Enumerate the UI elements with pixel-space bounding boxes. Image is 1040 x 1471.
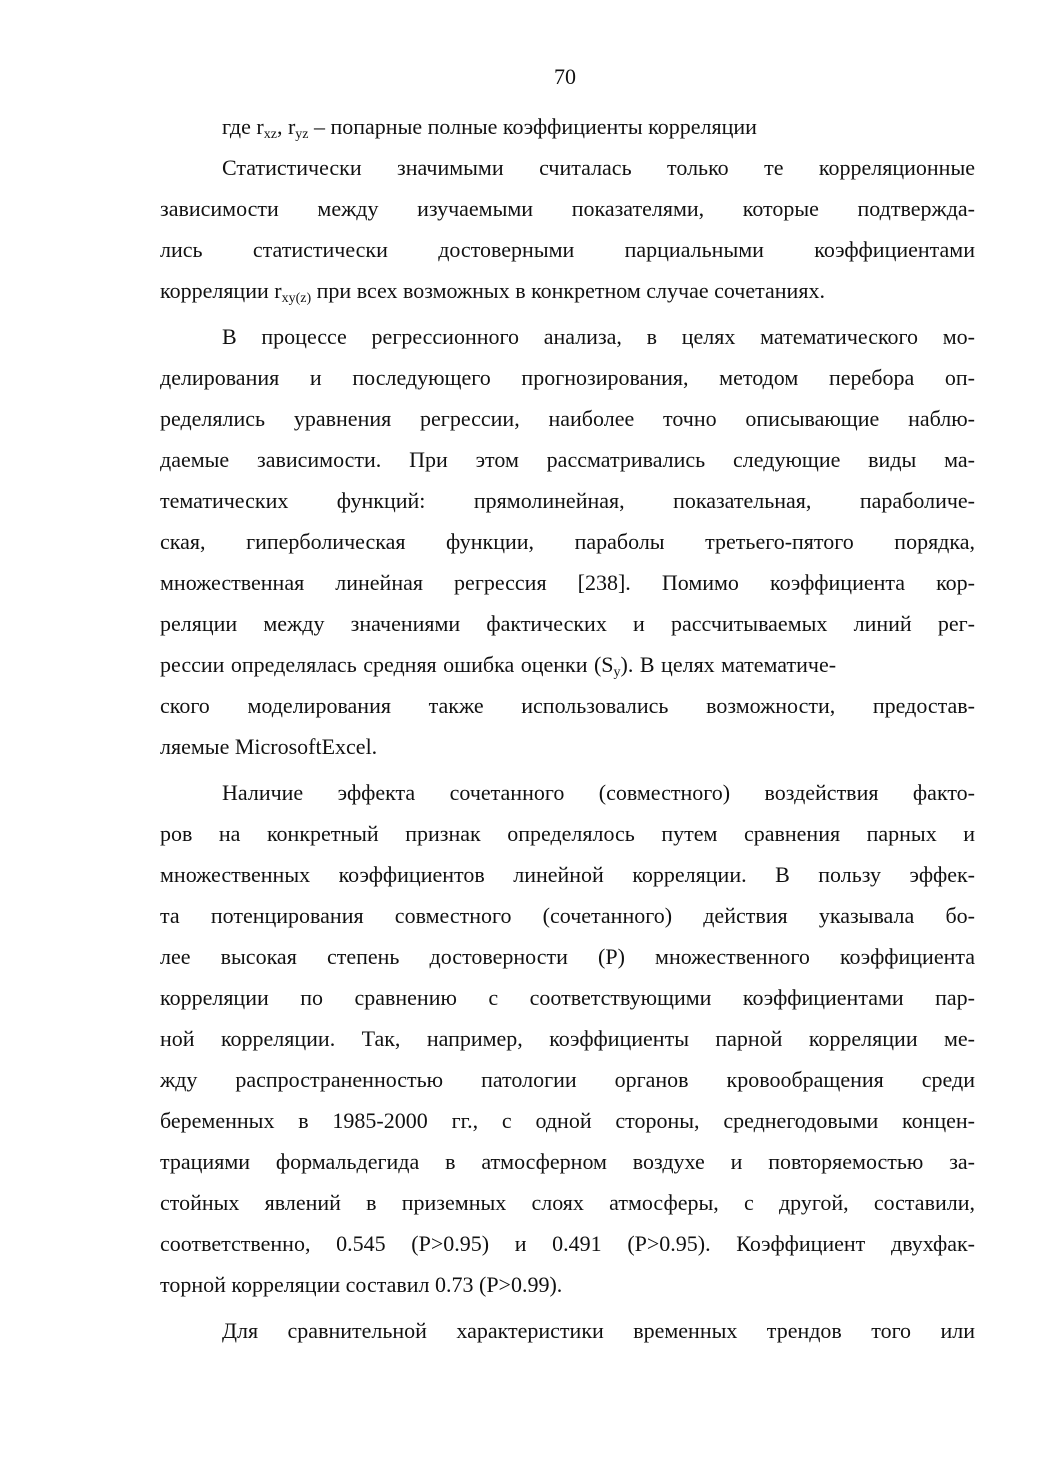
paragraph-2-line-2: делирования и последующего прогнозирования, методом перебора оп- — [160, 365, 975, 390]
text-span: корреляции r — [160, 278, 282, 303]
paragraph-3-line-3: множественных коэффициентов линейной корреляции. В пользу эффек- — [160, 862, 975, 887]
paragraph-3-line-2: ров на конкретный признак определялось путем сравнения парных и — [160, 821, 975, 846]
subscript-y: y — [613, 665, 621, 680]
paragraph-1-line-3: лись статистически достоверными парциальными коэффициентами — [160, 237, 975, 262]
page-number: 70 — [554, 64, 576, 89]
paragraph-1-line-2: зависимости между изучаемыми показателями, которые подтвержда- — [160, 196, 975, 221]
paragraph-4-line-1: Для сравнительной характеристики временных трендов того или — [222, 1318, 975, 1343]
paragraph-0-line-1 — [160, 106, 975, 147]
paragraph-3-line-6: корреляции по сравнению с соответствующими коэффициентами пар- — [160, 985, 975, 1010]
paragraph-2-line-8: реляции между значениями фактических и рассчитываемых линий рег- — [160, 611, 975, 636]
text-span: рессии определялась средняя ошибка оценки (S — [160, 652, 614, 677]
body-text — [160, 106, 975, 1351]
paragraph-3-line-5: лее высокая степень достоверности (Р) множественного коэффициента — [160, 944, 975, 969]
paragraph-2-line-7: множественная линейная регрессия [238]. Помимо коэффициента кор- — [160, 570, 975, 595]
paragraph-3-line-11: стойных явлений в приземных слоях атмосферы, с другой, составили, — [160, 1190, 975, 1215]
subscript-yz: yz — [295, 127, 309, 142]
paragraph-1-line-1: Статистически значимыми считалась только те корреляционные — [222, 155, 975, 180]
paragraph-3-line-10: трациями формальдегида в атмосферном воздухе и повторяемостью за- — [160, 1149, 975, 1174]
paragraph-2-line-9 — [160, 644, 975, 685]
paragraph-2-line-4: даемые зависимости. При этом рассматривались следующие виды ма- — [160, 447, 975, 472]
paragraph-2-line-3: ределялись уравнения регрессии, наиболее точно описывающие наблю- — [160, 406, 975, 431]
text-span: , r — [276, 114, 296, 139]
paragraph-3-line-8: жду распространенностью патологии органов кровообращения среди — [160, 1067, 975, 1092]
text-span: при всех возможных в конкретном случае сочетаниях. — [311, 278, 825, 303]
text-span: ). В целях математиче- — [620, 652, 837, 677]
paragraph-2-line-10: ского моделирования также использовались возможности, предостав- — [160, 693, 975, 718]
text-span: где r — [222, 114, 264, 139]
paragraph-3-line-1: Наличие эффекта сочетанного (совместного) воздействия факто- — [222, 780, 975, 805]
paragraph-2-line-1: В процессе регрессионного анализа, в целях математического мо- — [222, 324, 975, 349]
subscript-xyz: xy(z) — [281, 291, 312, 306]
paragraph-2-line-6: ская, гиперболическая функции, параболы третьего-пятого порядка, — [160, 529, 975, 554]
subscript-xz: xz — [263, 127, 277, 142]
paragraph-3-line-9: беременных в 1985-2000 гг., с одной стороны, среднегодовыми концен- — [160, 1108, 975, 1133]
text-span: – попарные полные коэффициенты корреляции — [308, 114, 757, 139]
paragraph-3-line-7: ной корреляции. Так, например, коэффициенты парной корреляции ме- — [160, 1026, 975, 1051]
paragraph-2-line-5: тематических функций: прямолинейная, показательная, параболиче- — [160, 488, 975, 513]
paragraph-1-line-4 — [160, 270, 975, 311]
paragraph-2-line-11: ляемые MicrosoftExcel. — [160, 734, 378, 759]
paragraph-3-line-4: та потенцирования совместного (сочетанного) действия указывала бо- — [160, 903, 975, 928]
paragraph-3-line-13: торной корреляции составил 0.73 (Р>0.99). — [160, 1272, 563, 1297]
paragraph-3-line-12: соответственно, 0.545 (Р>0.95) и 0.491 (Р>0.95). Коэффициент двухфак- — [160, 1231, 975, 1256]
